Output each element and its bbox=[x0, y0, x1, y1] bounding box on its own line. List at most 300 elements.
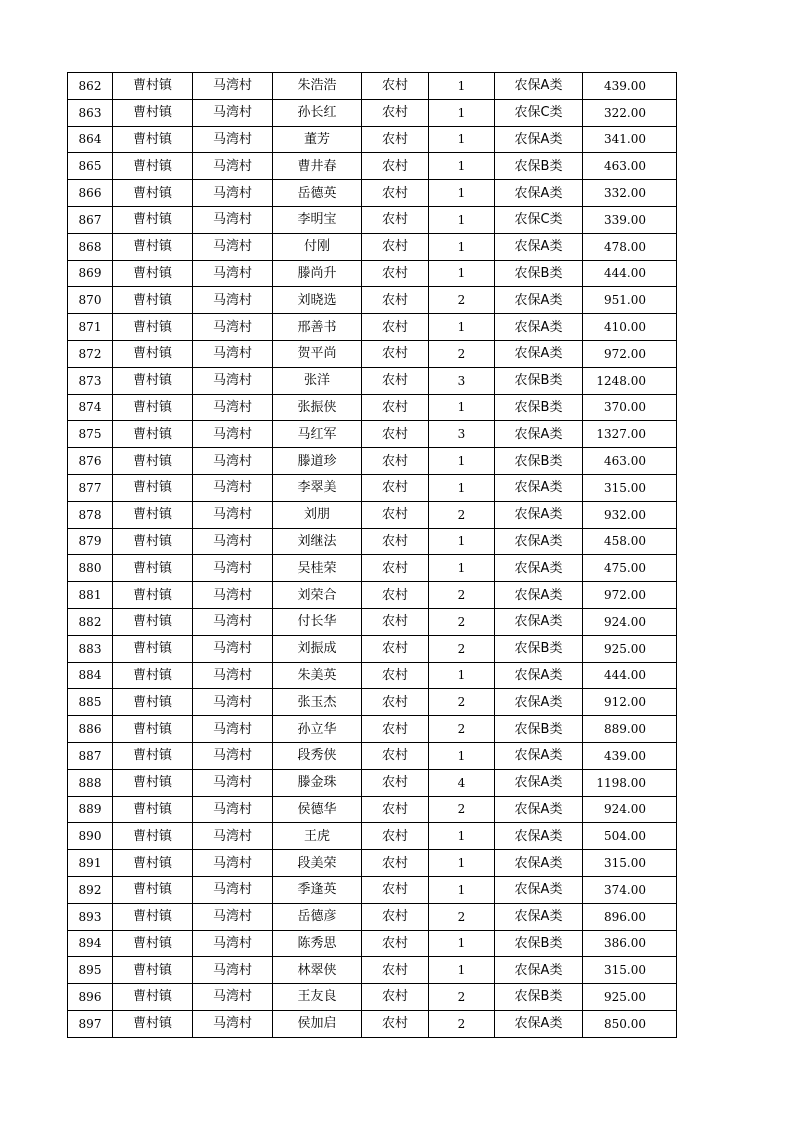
cell-row-number: 885 bbox=[68, 689, 113, 716]
cell-household-count: 1 bbox=[429, 126, 495, 153]
cell-row-number: 895 bbox=[68, 957, 113, 984]
cell-name: 林翠侠 bbox=[273, 957, 362, 984]
cell-amount: 896.00 bbox=[583, 903, 677, 930]
cell-amount: 463.00 bbox=[583, 448, 677, 475]
cell-name: 张洋 bbox=[273, 367, 362, 394]
cell-name: 滕尚升 bbox=[273, 260, 362, 287]
cell-row-number: 869 bbox=[68, 260, 113, 287]
cell-village: 马湾村 bbox=[193, 421, 273, 448]
cell-village: 马湾村 bbox=[193, 314, 273, 341]
cell-town: 曹村镇 bbox=[113, 367, 193, 394]
cell-name: 孙长红 bbox=[273, 99, 362, 126]
cell-insurance-type: 农保B类 bbox=[495, 260, 583, 287]
cell-row-number: 878 bbox=[68, 501, 113, 528]
cell-village: 马湾村 bbox=[193, 153, 273, 180]
cell-name: 段秀侠 bbox=[273, 742, 362, 769]
cell-category: 农村 bbox=[362, 260, 429, 287]
cell-row-number: 864 bbox=[68, 126, 113, 153]
cell-household-count: 2 bbox=[429, 501, 495, 528]
cell-insurance-type: 农保C类 bbox=[495, 206, 583, 233]
cell-name: 滕道珍 bbox=[273, 448, 362, 475]
cell-village: 马湾村 bbox=[193, 340, 273, 367]
cell-insurance-type: 农保A类 bbox=[495, 287, 583, 314]
cell-village: 马湾村 bbox=[193, 903, 273, 930]
cell-household-count: 1 bbox=[429, 474, 495, 501]
table-row bbox=[68, 340, 677, 367]
cell-category: 农村 bbox=[362, 153, 429, 180]
cell-category: 农村 bbox=[362, 1010, 429, 1037]
cell-category: 农村 bbox=[362, 742, 429, 769]
cell-household-count: 1 bbox=[429, 850, 495, 877]
cell-amount: 322.00 bbox=[583, 99, 677, 126]
cell-name: 侯德华 bbox=[273, 796, 362, 823]
table-row bbox=[68, 528, 677, 555]
cell-amount: 444.00 bbox=[583, 260, 677, 287]
cell-household-count: 2 bbox=[429, 582, 495, 609]
table-row bbox=[68, 903, 677, 930]
cell-category: 农村 bbox=[362, 903, 429, 930]
cell-town: 曹村镇 bbox=[113, 662, 193, 689]
cell-household-count: 2 bbox=[429, 716, 495, 743]
cell-village: 马湾村 bbox=[193, 823, 273, 850]
cell-insurance-type: 农保A类 bbox=[495, 903, 583, 930]
cell-village: 马湾村 bbox=[193, 716, 273, 743]
table-row bbox=[68, 796, 677, 823]
cell-insurance-type: 农保B类 bbox=[495, 635, 583, 662]
cell-village: 马湾村 bbox=[193, 528, 273, 555]
cell-insurance-type: 农保A类 bbox=[495, 742, 583, 769]
cell-name: 刘振成 bbox=[273, 635, 362, 662]
table-row bbox=[68, 984, 677, 1011]
cell-town: 曹村镇 bbox=[113, 340, 193, 367]
table-row bbox=[68, 314, 677, 341]
table-row bbox=[68, 206, 677, 233]
cell-household-count: 1 bbox=[429, 394, 495, 421]
cell-amount: 925.00 bbox=[583, 635, 677, 662]
cell-household-count: 3 bbox=[429, 367, 495, 394]
table-row bbox=[68, 153, 677, 180]
table-row bbox=[68, 1010, 677, 1037]
cell-household-count: 1 bbox=[429, 153, 495, 180]
cell-amount: 924.00 bbox=[583, 796, 677, 823]
cell-village: 马湾村 bbox=[193, 957, 273, 984]
table-row bbox=[68, 662, 677, 689]
cell-amount: 458.00 bbox=[583, 528, 677, 555]
cell-category: 农村 bbox=[362, 823, 429, 850]
cell-town: 曹村镇 bbox=[113, 582, 193, 609]
cell-amount: 504.00 bbox=[583, 823, 677, 850]
cell-town: 曹村镇 bbox=[113, 99, 193, 126]
cell-category: 农村 bbox=[362, 689, 429, 716]
table-row bbox=[68, 716, 677, 743]
cell-amount: 912.00 bbox=[583, 689, 677, 716]
cell-amount: 925.00 bbox=[583, 984, 677, 1011]
cell-name: 陈秀思 bbox=[273, 930, 362, 957]
cell-row-number: 896 bbox=[68, 984, 113, 1011]
cell-insurance-type: 农保A类 bbox=[495, 126, 583, 153]
table-row bbox=[68, 608, 677, 635]
cell-name: 滕金珠 bbox=[273, 769, 362, 796]
cell-village: 马湾村 bbox=[193, 180, 273, 207]
cell-village: 马湾村 bbox=[193, 635, 273, 662]
cell-household-count: 1 bbox=[429, 260, 495, 287]
cell-insurance-type: 农保A类 bbox=[495, 314, 583, 341]
cell-insurance-type: 农保B类 bbox=[495, 448, 583, 475]
cell-row-number: 892 bbox=[68, 876, 113, 903]
cell-amount: 924.00 bbox=[583, 608, 677, 635]
cell-household-count: 2 bbox=[429, 984, 495, 1011]
cell-row-number: 873 bbox=[68, 367, 113, 394]
cell-village: 马湾村 bbox=[193, 206, 273, 233]
cell-town: 曹村镇 bbox=[113, 742, 193, 769]
cell-town: 曹村镇 bbox=[113, 180, 193, 207]
cell-village: 马湾村 bbox=[193, 233, 273, 260]
cell-name: 付刚 bbox=[273, 233, 362, 260]
cell-household-count: 2 bbox=[429, 903, 495, 930]
cell-category: 农村 bbox=[362, 635, 429, 662]
cell-amount: 315.00 bbox=[583, 850, 677, 877]
table-row bbox=[68, 689, 677, 716]
cell-town: 曹村镇 bbox=[113, 984, 193, 1011]
cell-row-number: 883 bbox=[68, 635, 113, 662]
cell-row-number: 884 bbox=[68, 662, 113, 689]
table-row bbox=[68, 233, 677, 260]
cell-category: 农村 bbox=[362, 930, 429, 957]
cell-village: 马湾村 bbox=[193, 474, 273, 501]
cell-name: 侯加启 bbox=[273, 1010, 362, 1037]
table-row bbox=[68, 635, 677, 662]
cell-village: 马湾村 bbox=[193, 608, 273, 635]
cell-name: 贺平尚 bbox=[273, 340, 362, 367]
cell-household-count: 1 bbox=[429, 448, 495, 475]
cell-category: 农村 bbox=[362, 769, 429, 796]
cell-town: 曹村镇 bbox=[113, 287, 193, 314]
cell-amount: 1198.00 bbox=[583, 769, 677, 796]
cell-town: 曹村镇 bbox=[113, 126, 193, 153]
cell-category: 农村 bbox=[362, 233, 429, 260]
table-body bbox=[68, 73, 677, 1038]
cell-category: 农村 bbox=[362, 796, 429, 823]
table-row bbox=[68, 287, 677, 314]
cell-insurance-type: 农保C类 bbox=[495, 99, 583, 126]
table-row bbox=[68, 474, 677, 501]
cell-name: 岳德彦 bbox=[273, 903, 362, 930]
cell-row-number: 879 bbox=[68, 528, 113, 555]
cell-village: 马湾村 bbox=[193, 876, 273, 903]
cell-town: 曹村镇 bbox=[113, 233, 193, 260]
cell-town: 曹村镇 bbox=[113, 555, 193, 582]
cell-town: 曹村镇 bbox=[113, 394, 193, 421]
cell-town: 曹村镇 bbox=[113, 501, 193, 528]
cell-amount: 332.00 bbox=[583, 180, 677, 207]
table-row bbox=[68, 769, 677, 796]
cell-row-number: 862 bbox=[68, 73, 113, 100]
cell-household-count: 1 bbox=[429, 73, 495, 100]
cell-town: 曹村镇 bbox=[113, 930, 193, 957]
cell-town: 曹村镇 bbox=[113, 73, 193, 100]
cell-category: 农村 bbox=[362, 99, 429, 126]
cell-town: 曹村镇 bbox=[113, 689, 193, 716]
cell-amount: 951.00 bbox=[583, 287, 677, 314]
cell-village: 马湾村 bbox=[193, 984, 273, 1011]
table-row bbox=[68, 180, 677, 207]
cell-insurance-type: 农保A类 bbox=[495, 850, 583, 877]
cell-village: 马湾村 bbox=[193, 367, 273, 394]
cell-row-number: 891 bbox=[68, 850, 113, 877]
table-row bbox=[68, 367, 677, 394]
cell-amount: 1248.00 bbox=[583, 367, 677, 394]
cell-amount: 339.00 bbox=[583, 206, 677, 233]
cell-row-number: 875 bbox=[68, 421, 113, 448]
cell-name: 曹井春 bbox=[273, 153, 362, 180]
cell-village: 马湾村 bbox=[193, 73, 273, 100]
cell-town: 曹村镇 bbox=[113, 876, 193, 903]
cell-row-number: 890 bbox=[68, 823, 113, 850]
cell-village: 马湾村 bbox=[193, 689, 273, 716]
cell-amount: 463.00 bbox=[583, 153, 677, 180]
cell-category: 农村 bbox=[362, 126, 429, 153]
cell-amount: 972.00 bbox=[583, 340, 677, 367]
table-row bbox=[68, 957, 677, 984]
cell-household-count: 2 bbox=[429, 287, 495, 314]
cell-name: 朱美英 bbox=[273, 662, 362, 689]
cell-town: 曹村镇 bbox=[113, 823, 193, 850]
cell-category: 农村 bbox=[362, 582, 429, 609]
cell-category: 农村 bbox=[362, 716, 429, 743]
cell-household-count: 2 bbox=[429, 1010, 495, 1037]
cell-category: 农村 bbox=[362, 180, 429, 207]
cell-category: 农村 bbox=[362, 394, 429, 421]
cell-category: 农村 bbox=[362, 608, 429, 635]
cell-town: 曹村镇 bbox=[113, 716, 193, 743]
table-row bbox=[68, 73, 677, 100]
cell-insurance-type: 农保A类 bbox=[495, 796, 583, 823]
cell-row-number: 877 bbox=[68, 474, 113, 501]
cell-row-number: 866 bbox=[68, 180, 113, 207]
cell-row-number: 880 bbox=[68, 555, 113, 582]
cell-village: 马湾村 bbox=[193, 394, 273, 421]
cell-amount: 932.00 bbox=[583, 501, 677, 528]
cell-household-count: 1 bbox=[429, 662, 495, 689]
cell-amount: 370.00 bbox=[583, 394, 677, 421]
cell-category: 农村 bbox=[362, 367, 429, 394]
cell-category: 农村 bbox=[362, 528, 429, 555]
cell-amount: 850.00 bbox=[583, 1010, 677, 1037]
cell-village: 马湾村 bbox=[193, 582, 273, 609]
cell-insurance-type: 农保A类 bbox=[495, 233, 583, 260]
cell-amount: 889.00 bbox=[583, 716, 677, 743]
cell-row-number: 894 bbox=[68, 930, 113, 957]
cell-insurance-type: 农保A类 bbox=[495, 501, 583, 528]
cell-town: 曹村镇 bbox=[113, 448, 193, 475]
cell-village: 马湾村 bbox=[193, 1010, 273, 1037]
table-row bbox=[68, 421, 677, 448]
cell-name: 董芳 bbox=[273, 126, 362, 153]
cell-household-count: 1 bbox=[429, 957, 495, 984]
cell-category: 农村 bbox=[362, 555, 429, 582]
cell-category: 农村 bbox=[362, 340, 429, 367]
cell-category: 农村 bbox=[362, 287, 429, 314]
cell-insurance-type: 农保B类 bbox=[495, 394, 583, 421]
cell-insurance-type: 农保A类 bbox=[495, 876, 583, 903]
cell-household-count: 1 bbox=[429, 206, 495, 233]
cell-town: 曹村镇 bbox=[113, 153, 193, 180]
cell-row-number: 876 bbox=[68, 448, 113, 475]
cell-insurance-type: 农保B类 bbox=[495, 367, 583, 394]
cell-insurance-type: 农保B类 bbox=[495, 716, 583, 743]
cell-insurance-type: 农保A类 bbox=[495, 555, 583, 582]
cell-row-number: 888 bbox=[68, 769, 113, 796]
cell-name: 付长华 bbox=[273, 608, 362, 635]
table-row bbox=[68, 555, 677, 582]
table-row bbox=[68, 876, 677, 903]
cell-category: 农村 bbox=[362, 206, 429, 233]
cell-amount: 439.00 bbox=[583, 73, 677, 100]
cell-row-number: 897 bbox=[68, 1010, 113, 1037]
cell-village: 马湾村 bbox=[193, 501, 273, 528]
cell-insurance-type: 农保A类 bbox=[495, 528, 583, 555]
cell-household-count: 3 bbox=[429, 421, 495, 448]
cell-household-count: 1 bbox=[429, 876, 495, 903]
cell-town: 曹村镇 bbox=[113, 314, 193, 341]
table-row bbox=[68, 448, 677, 475]
cell-amount: 386.00 bbox=[583, 930, 677, 957]
cell-name: 季逢英 bbox=[273, 876, 362, 903]
cell-insurance-type: 农保B类 bbox=[495, 984, 583, 1011]
cell-town: 曹村镇 bbox=[113, 769, 193, 796]
cell-town: 曹村镇 bbox=[113, 421, 193, 448]
cell-name: 段美荣 bbox=[273, 850, 362, 877]
cell-name: 孙立华 bbox=[273, 716, 362, 743]
cell-household-count: 4 bbox=[429, 769, 495, 796]
cell-name: 张玉杰 bbox=[273, 689, 362, 716]
cell-amount: 439.00 bbox=[583, 742, 677, 769]
table-row bbox=[68, 742, 677, 769]
cell-row-number: 865 bbox=[68, 153, 113, 180]
cell-category: 农村 bbox=[362, 314, 429, 341]
cell-amount: 341.00 bbox=[583, 126, 677, 153]
table-row bbox=[68, 99, 677, 126]
cell-name: 刘荣合 bbox=[273, 582, 362, 609]
cell-town: 曹村镇 bbox=[113, 206, 193, 233]
cell-category: 农村 bbox=[362, 474, 429, 501]
cell-name: 岳德英 bbox=[273, 180, 362, 207]
cell-category: 农村 bbox=[362, 662, 429, 689]
cell-name: 马红军 bbox=[273, 421, 362, 448]
cell-insurance-type: 农保A类 bbox=[495, 957, 583, 984]
cell-row-number: 868 bbox=[68, 233, 113, 260]
cell-town: 曹村镇 bbox=[113, 903, 193, 930]
cell-row-number: 881 bbox=[68, 582, 113, 609]
cell-category: 农村 bbox=[362, 501, 429, 528]
cell-insurance-type: 农保A类 bbox=[495, 180, 583, 207]
cell-amount: 478.00 bbox=[583, 233, 677, 260]
cell-village: 马湾村 bbox=[193, 742, 273, 769]
cell-row-number: 867 bbox=[68, 206, 113, 233]
cell-insurance-type: 农保A类 bbox=[495, 340, 583, 367]
cell-category: 农村 bbox=[362, 957, 429, 984]
cell-amount: 444.00 bbox=[583, 662, 677, 689]
cell-village: 马湾村 bbox=[193, 287, 273, 314]
cell-amount: 475.00 bbox=[583, 555, 677, 582]
cell-name: 张振侠 bbox=[273, 394, 362, 421]
cell-insurance-type: 农保A类 bbox=[495, 823, 583, 850]
cell-town: 曹村镇 bbox=[113, 957, 193, 984]
cell-amount: 315.00 bbox=[583, 474, 677, 501]
cell-row-number: 882 bbox=[68, 608, 113, 635]
data-table bbox=[67, 72, 677, 1038]
cell-town: 曹村镇 bbox=[113, 608, 193, 635]
cell-insurance-type: 农保A类 bbox=[495, 421, 583, 448]
cell-name: 刘晓选 bbox=[273, 287, 362, 314]
table-row bbox=[68, 126, 677, 153]
cell-insurance-type: 农保A类 bbox=[495, 1010, 583, 1037]
table-row bbox=[68, 394, 677, 421]
cell-town: 曹村镇 bbox=[113, 796, 193, 823]
cell-insurance-type: 农保A类 bbox=[495, 689, 583, 716]
cell-village: 马湾村 bbox=[193, 930, 273, 957]
cell-row-number: 874 bbox=[68, 394, 113, 421]
cell-insurance-type: 农保A类 bbox=[495, 662, 583, 689]
cell-name: 朱浩浩 bbox=[273, 73, 362, 100]
cell-household-count: 2 bbox=[429, 635, 495, 662]
cell-town: 曹村镇 bbox=[113, 1010, 193, 1037]
cell-village: 马湾村 bbox=[193, 769, 273, 796]
cell-amount: 374.00 bbox=[583, 876, 677, 903]
cell-name: 刘朋 bbox=[273, 501, 362, 528]
cell-category: 农村 bbox=[362, 984, 429, 1011]
cell-village: 马湾村 bbox=[193, 796, 273, 823]
cell-household-count: 1 bbox=[429, 99, 495, 126]
cell-row-number: 870 bbox=[68, 287, 113, 314]
cell-town: 曹村镇 bbox=[113, 260, 193, 287]
cell-name: 刘继法 bbox=[273, 528, 362, 555]
table-row bbox=[68, 823, 677, 850]
cell-insurance-type: 农保A类 bbox=[495, 73, 583, 100]
cell-village: 马湾村 bbox=[193, 99, 273, 126]
cell-name: 李翠美 bbox=[273, 474, 362, 501]
cell-village: 马湾村 bbox=[193, 850, 273, 877]
cell-household-count: 1 bbox=[429, 555, 495, 582]
table-row bbox=[68, 582, 677, 609]
cell-row-number: 871 bbox=[68, 314, 113, 341]
cell-row-number: 887 bbox=[68, 742, 113, 769]
cell-household-count: 1 bbox=[429, 314, 495, 341]
table-row bbox=[68, 260, 677, 287]
cell-town: 曹村镇 bbox=[113, 528, 193, 555]
cell-household-count: 2 bbox=[429, 608, 495, 635]
cell-amount: 410.00 bbox=[583, 314, 677, 341]
cell-village: 马湾村 bbox=[193, 662, 273, 689]
cell-category: 农村 bbox=[362, 421, 429, 448]
cell-insurance-type: 农保A类 bbox=[495, 474, 583, 501]
table-row bbox=[68, 850, 677, 877]
cell-name: 李明宝 bbox=[273, 206, 362, 233]
cell-name: 王虎 bbox=[273, 823, 362, 850]
cell-household-count: 1 bbox=[429, 742, 495, 769]
cell-row-number: 889 bbox=[68, 796, 113, 823]
cell-amount: 1327.00 bbox=[583, 421, 677, 448]
table-row bbox=[68, 930, 677, 957]
cell-village: 马湾村 bbox=[193, 448, 273, 475]
cell-row-number: 893 bbox=[68, 903, 113, 930]
cell-row-number: 863 bbox=[68, 99, 113, 126]
cell-village: 马湾村 bbox=[193, 555, 273, 582]
cell-town: 曹村镇 bbox=[113, 474, 193, 501]
cell-household-count: 1 bbox=[429, 823, 495, 850]
cell-town: 曹村镇 bbox=[113, 850, 193, 877]
cell-household-count: 2 bbox=[429, 340, 495, 367]
